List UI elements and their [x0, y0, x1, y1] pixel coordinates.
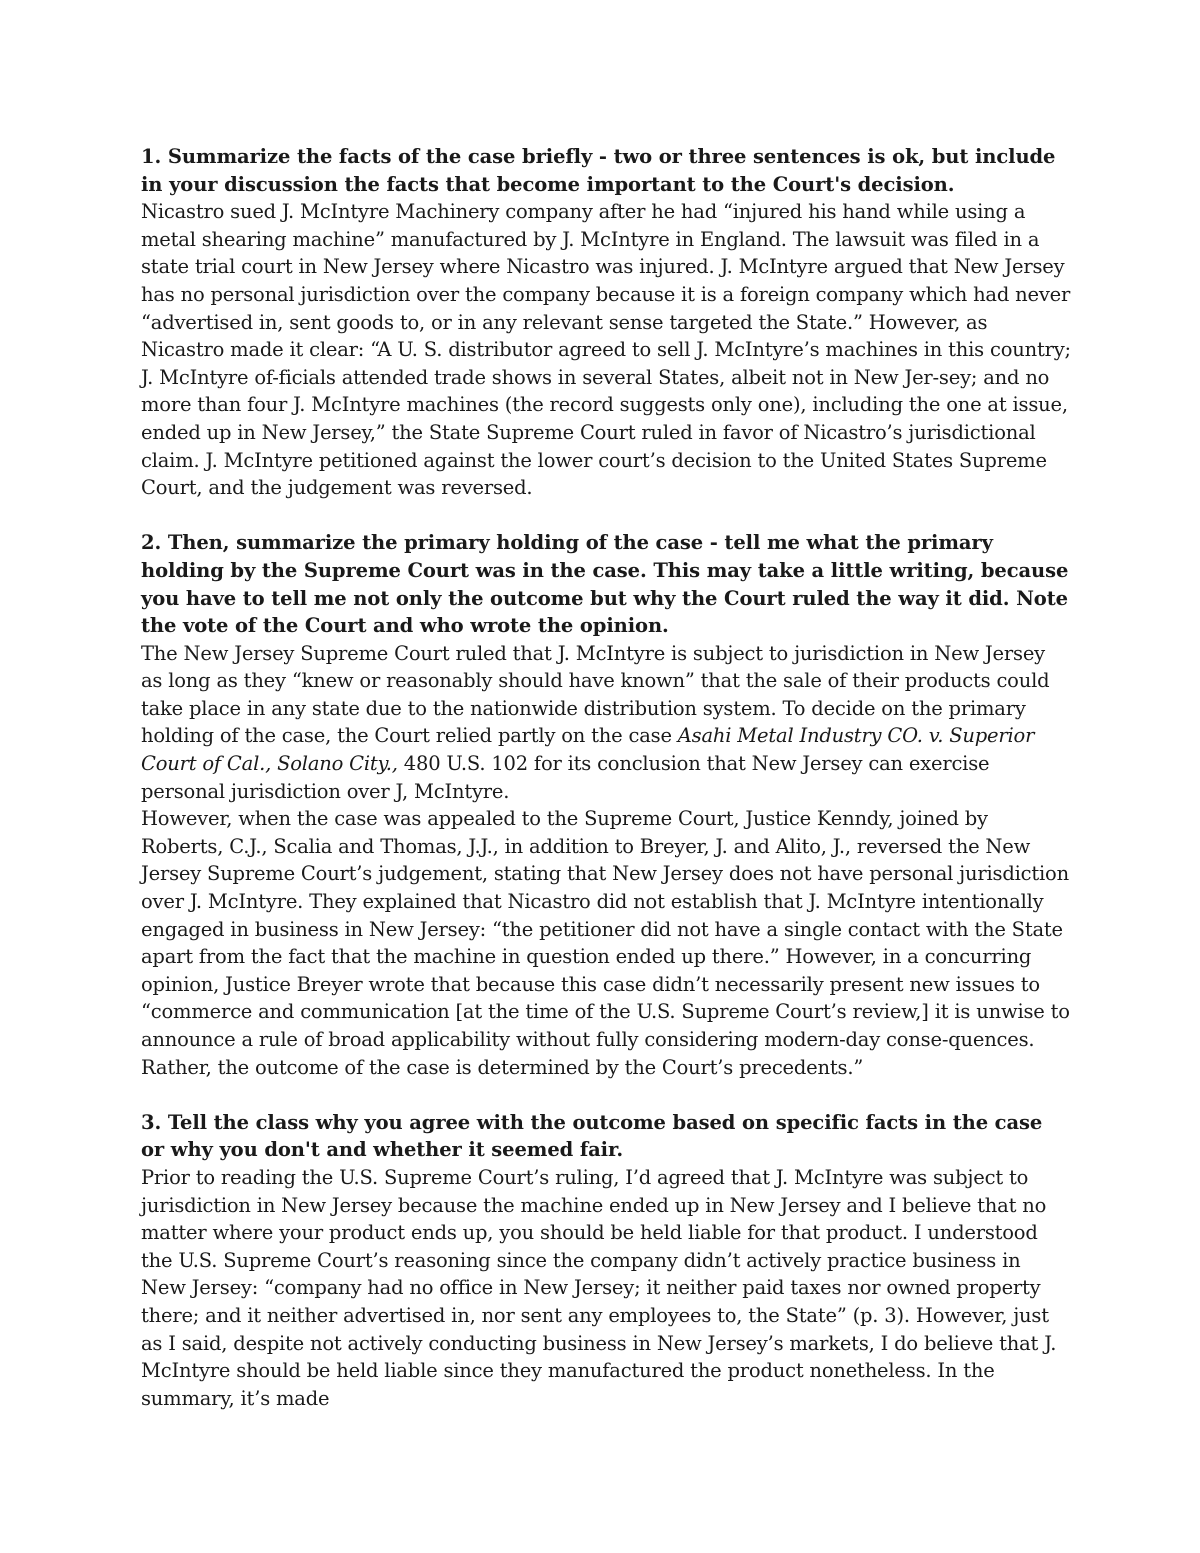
answer-2-text-after-case: 480 U.S. 102 for its conclusion that New Jersey can exercise personal jurisdiction over J, McIntyre. — [141, 752, 990, 803]
answer-3-paragraph: Prior to reading the U.S. Supreme Court’s ruling, I’d agreed that J. McIntyre was subject to jurisdiction in New Jersey because the machine ended up in New Jersey and I believe that no matter where your product ends up, you should be held liable for that product. I understood the U.S. Supreme Court’s reasoning since the company didn’t actively practice business in New Jersey: “company had no office in New Jersey; it neither paid taxes nor owned property there; and it neither advertised in, nor sent any employees to, the State” (p. 3). However, just as I said, despite not actively conducting business in New Jersey’s markets, I do believe that J. McIntyre should be held liable since they manufactured the product nonetheless. In the summary, it’s made — [141, 1165, 1057, 1410]
answer-1-paragraph: Nicastro sued J. McIntyre Machinery company after he had “injured his hand while using a metal shearing machine” manufactured by J. McIntyre in England. The lawsuit was filed in a state trial court in New Jersey where Nicastro was injured. J. McIntyre argued that New Jersey has no personal jurisdiction over the company because it is a foreign company which had never “advertised in, sent goods to, or in any relevant sense targeted the State.” However, as Nicastro made it clear: “A U. S. distributor agreed to sell J. McIntyre’s machines in this country; J. McIntyre of-ficials attended trade shows in several States, albeit not in New Jer-sey; and no more than four J. McIntyre machines (the record suggests only one), including the one at issue, ended up in New Jersey,” the State Supreme Court ruled in favor of Nicastro’s jurisdictional claim. J. McIntyre petitioned against the lower court’s decision to the United States Supreme Court, and the judgement was reversed. — [141, 200, 1071, 500]
section-2 — [141, 529, 1071, 1081]
question-3-heading: 3. Tell the class why you agree with the outcome based on specific facts in the case or why you don't and whether it seemed fair. — [141, 1110, 1043, 1162]
question-1-heading: 1. Summarize the facts of the case briefly - two or three sentences is ok, but include in your discussion the facts that become important to the Court's decision. — [141, 145, 1056, 196]
answer-2-text-before-case: The New Jersey Supreme Court ruled that J. McIntyre is subject to jurisdiction in New Jersey as long as they “knew or reasonably should have known” that the sale of their products could take place in any state due to the nationwide distribution system. To decide on the primary holding of the case, the Court relied partly on the case — [141, 641, 1050, 748]
section-3 — [141, 1109, 1071, 1413]
document-body — [141, 143, 1071, 1440]
case-citation: Asahi Metal Industry CO. v. Superior Court of Cal., Solano City., — [141, 724, 1035, 776]
question-2-heading: 2. Then, summarize the primary holding of the case - tell me what the primary holding by the Supreme Court was in the case. This may take a little writing, because you have to tell me not only the outcome but why the Court ruled the way it did. Note the vote of the Court and who wrote the opinion. — [141, 531, 1069, 638]
answer-2-paragraph-2: However, when the case was appealed to the Supreme Court, Justice Kenndy, joined by Roberts, C.J., Scalia and Thomas, J.J., in addition to Breyer, J. and Alito, J., reversed the New Jersey Supreme Court’s judgement, stating that New Jersey does not have personal jurisdiction over J. McIntyre. They explained that Nicastro did not establish that J. McIntyre intentionally engaged in business in New Jersey: “the petitioner did not have a single contact with the State apart from the fact that the machine in question ended up there.” However, in a concurring opinion, Justice Breyer wrote that because this case didn’t necessarily present new issues to “commerce and communication [at the time of the U.S. Supreme Court’s review,] it is unwise to announce a rule of broad applicability without fully considering modern-day conse-quences. Rather, the outcome of the case is determined by the Court’s precedents.” — [141, 807, 1070, 1079]
section-1 — [141, 143, 1071, 502]
answer-2-paragraph-1 — [141, 640, 1071, 806]
